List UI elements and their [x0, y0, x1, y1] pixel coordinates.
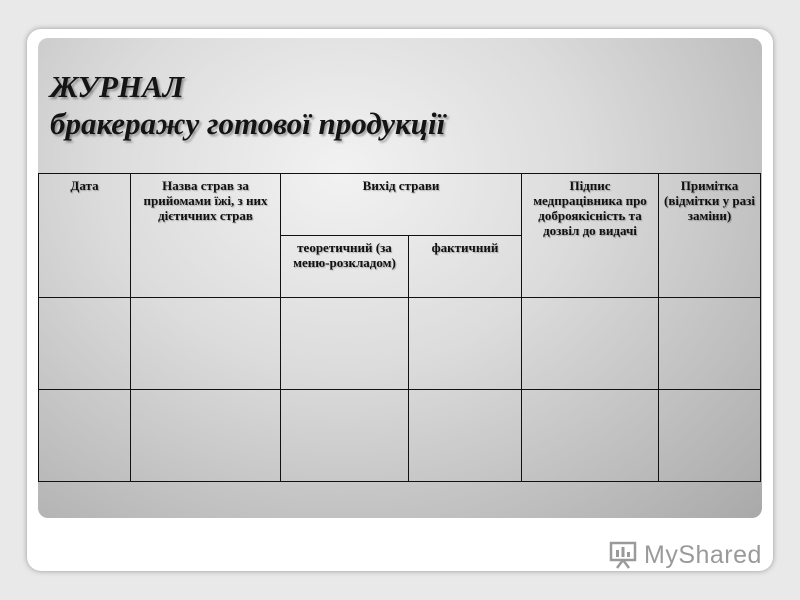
header-date: Дата	[39, 174, 131, 298]
table-cell[interactable]	[131, 298, 281, 390]
table-cell[interactable]	[39, 390, 131, 482]
table-cell[interactable]	[659, 390, 761, 482]
title-line-1: ЖУРНАЛ	[50, 69, 184, 104]
table-row	[39, 298, 761, 390]
table-cell[interactable]	[131, 390, 281, 482]
myshared-logo[interactable]	[608, 538, 762, 572]
table-row	[39, 390, 761, 482]
journal-title	[50, 68, 445, 142]
table-cell[interactable]	[281, 390, 409, 482]
header-dish-output: Вихід страви	[281, 174, 522, 236]
header-note: Примітка (відмітки у разі заміни)	[659, 174, 761, 298]
table-cell[interactable]	[522, 390, 659, 482]
title-line-2: бракеражу готової продукції	[50, 106, 446, 141]
table-cell[interactable]	[39, 298, 131, 390]
table-cell[interactable]	[659, 298, 761, 390]
table-cell[interactable]	[409, 390, 522, 482]
header-signature: Підпис медпрацівника про доброякісність та дозвіл до видачі	[522, 174, 659, 298]
header-actual: фактичний	[409, 236, 522, 298]
logo-text: MyShared	[644, 540, 762, 569]
table-cell[interactable]	[409, 298, 522, 390]
table-cell[interactable]	[281, 298, 409, 390]
header-dish-names: Назва страв за прийомами їжі, з них дієтичних страв	[131, 174, 281, 298]
presentation-board-icon	[608, 540, 638, 570]
journal-table	[38, 173, 761, 482]
header-theoretical: теоретичний (за меню-розкладом)	[281, 236, 409, 298]
table-cell[interactable]	[522, 298, 659, 390]
header-row-1	[39, 174, 761, 236]
